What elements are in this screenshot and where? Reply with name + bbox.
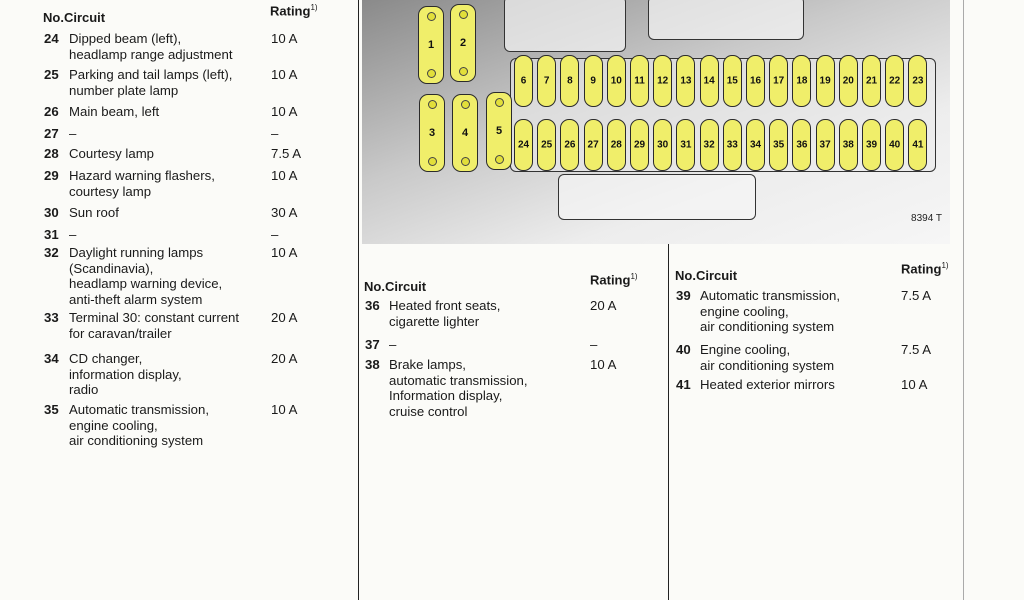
fuse-28 bbox=[607, 119, 626, 171]
header-no: No. bbox=[675, 268, 696, 283]
fuse-number: 26 bbox=[564, 139, 576, 151]
fuse-5 bbox=[486, 92, 512, 170]
fuse-rating: – bbox=[590, 337, 598, 352]
fuse-10 bbox=[607, 55, 626, 107]
circuit-number: 26 bbox=[44, 104, 59, 119]
fuse-29 bbox=[630, 119, 649, 171]
fuse-rating: 10 A bbox=[271, 104, 298, 119]
fuse-number: 37 bbox=[819, 139, 831, 151]
fuse-rating: 20 A bbox=[590, 298, 617, 313]
fuse-rating: 10 A bbox=[590, 357, 617, 372]
fuse-number: 13 bbox=[680, 75, 692, 87]
circuit-description: CD changer, information display, radio bbox=[69, 351, 182, 397]
fuse-number: 34 bbox=[749, 139, 762, 151]
header-rating: Rating bbox=[590, 272, 631, 288]
fuse-9 bbox=[584, 55, 603, 107]
circuit-description: – bbox=[69, 126, 77, 141]
fuse-number: 39 bbox=[865, 139, 878, 151]
fuse-number: 12 bbox=[657, 75, 669, 87]
fuse-number: 4 bbox=[461, 127, 469, 139]
fuse-12 bbox=[653, 55, 672, 107]
fuse-rating: 10 A bbox=[271, 402, 298, 417]
circuit-number: 39 bbox=[676, 288, 691, 303]
fuse-number: 38 bbox=[842, 139, 854, 151]
circuit-description: Automatic transmission, engine cooling, air conditioning system bbox=[700, 288, 840, 334]
fuse-rating: – bbox=[271, 227, 279, 242]
fuse-6 bbox=[514, 55, 533, 107]
circuit-row bbox=[676, 377, 951, 439]
header-no: No. bbox=[364, 279, 385, 294]
fuse-number: 7 bbox=[543, 75, 550, 87]
circuit-description: Terminal 30: constant current for caravan/trailer bbox=[69, 310, 240, 341]
circuit-description: – bbox=[69, 227, 77, 242]
fuse-number: 41 bbox=[912, 139, 924, 151]
fuse-contact bbox=[459, 10, 468, 19]
fuse-26 bbox=[560, 119, 579, 171]
fuse-40 bbox=[885, 119, 904, 171]
fuse-number: 14 bbox=[703, 75, 715, 87]
fuse-rating: 10 A bbox=[271, 168, 298, 183]
circuit-description: Engine cooling, air conditioning system bbox=[700, 342, 835, 373]
header-note: 1) bbox=[310, 3, 318, 12]
header-circuit: Circuit bbox=[63, 10, 106, 25]
fuse-rating: – bbox=[271, 126, 279, 141]
fuse-15 bbox=[723, 55, 742, 107]
circuit-description: Parking and tail lamps (left), number plate lamp bbox=[69, 67, 233, 98]
fuse-36 bbox=[792, 119, 811, 171]
header-rating: Rating bbox=[270, 3, 311, 19]
fuse-contact bbox=[495, 155, 504, 164]
fuse-number: 25 bbox=[541, 139, 553, 151]
fuse-rating: 7.5 A bbox=[271, 146, 302, 161]
fuse-22 bbox=[885, 55, 904, 107]
col1-header bbox=[43, 3, 333, 28]
circuit-description: Main beam, left bbox=[69, 104, 160, 119]
fuse-number: 2 bbox=[459, 37, 467, 49]
page-edge-right bbox=[963, 0, 964, 600]
fuse-contact bbox=[428, 100, 437, 109]
circuit-row bbox=[365, 357, 640, 419]
fuse-rating: 10 A bbox=[901, 377, 928, 392]
fuse-21 bbox=[862, 55, 881, 107]
fuse-number: 21 bbox=[865, 75, 878, 87]
fuse-number: 5 bbox=[495, 125, 503, 137]
circuit-number: 28 bbox=[44, 146, 59, 161]
fuse-37 bbox=[816, 119, 835, 171]
fuse-number: 1 bbox=[427, 39, 435, 51]
circuit-number: 31 bbox=[44, 227, 59, 242]
fuse-17 bbox=[769, 55, 788, 107]
fuse-number: 15 bbox=[726, 75, 738, 87]
fuse-number: 23 bbox=[912, 75, 924, 87]
diagram-code: 8394 T bbox=[911, 213, 942, 224]
fuse-3 bbox=[419, 94, 445, 172]
connector-area bbox=[648, 0, 804, 40]
circuit-row bbox=[44, 402, 321, 464]
header-note: 1) bbox=[941, 261, 949, 270]
fuse-number: 36 bbox=[796, 139, 808, 151]
fuse-contact bbox=[427, 12, 436, 21]
fuse-rating: 20 A bbox=[271, 351, 298, 366]
fuse-31 bbox=[676, 119, 695, 171]
fuse-number: 6 bbox=[520, 75, 527, 87]
circuit-description: Hazard warning flashers, courtesy lamp bbox=[69, 168, 215, 199]
fuse-number: 9 bbox=[590, 75, 596, 87]
fuse-35 bbox=[769, 119, 788, 171]
header-note: 1) bbox=[630, 272, 638, 281]
fuse-number: 31 bbox=[680, 139, 692, 151]
circuit-row bbox=[44, 245, 321, 307]
circuit-number: 40 bbox=[676, 342, 691, 357]
fuse-number: 22 bbox=[889, 75, 901, 87]
fuse-contact bbox=[459, 67, 468, 76]
fuse-rating: 10 A bbox=[271, 31, 298, 46]
fuse-number: 16 bbox=[749, 75, 762, 87]
fuse-rating: 7.5 A bbox=[901, 342, 932, 357]
circuit-number: 30 bbox=[44, 205, 59, 220]
fuse-1 bbox=[418, 6, 444, 84]
fuse-number: 32 bbox=[703, 139, 715, 151]
fuse-4 bbox=[452, 94, 478, 172]
circuit-description: Automatic transmission, engine cooling, air conditioning system bbox=[69, 402, 209, 448]
fuse-2 bbox=[450, 4, 476, 82]
fuse-41 bbox=[908, 119, 927, 171]
col3-header bbox=[675, 261, 965, 286]
circuit-description: Heated front seats, cigarette lighter bbox=[389, 298, 501, 329]
fuse-8 bbox=[560, 55, 579, 107]
fuse-25 bbox=[537, 119, 556, 171]
fuse-13 bbox=[676, 55, 695, 107]
fuse-18 bbox=[792, 55, 811, 107]
circuit-number: 38 bbox=[365, 357, 380, 372]
fuse-rating: 20 A bbox=[271, 310, 298, 325]
col2-header bbox=[364, 272, 654, 297]
circuit-number: 35 bbox=[44, 402, 59, 417]
header-circuit: Circuit bbox=[384, 279, 427, 294]
fuse-38 bbox=[839, 119, 858, 171]
column-divider-left bbox=[358, 0, 359, 600]
circuit-number: 36 bbox=[365, 298, 380, 313]
fuse-20 bbox=[839, 55, 858, 107]
fuse-33 bbox=[723, 119, 742, 171]
circuit-number: 34 bbox=[44, 351, 59, 366]
circuit-description: – bbox=[389, 337, 397, 352]
circuit-number: 27 bbox=[44, 126, 59, 141]
fuse-number: 27 bbox=[587, 139, 599, 151]
fuse-rating: 10 A bbox=[271, 67, 298, 82]
circuit-number: 37 bbox=[365, 337, 380, 352]
circuit-number: 29 bbox=[44, 168, 59, 183]
header-circuit: Circuit bbox=[695, 268, 738, 283]
fuse-16 bbox=[746, 55, 765, 107]
fuse-contact bbox=[428, 157, 437, 166]
fuse-23 bbox=[908, 55, 927, 107]
fuse-19 bbox=[816, 55, 835, 107]
circuit-number: 41 bbox=[676, 377, 691, 392]
fuse-7 bbox=[537, 55, 556, 107]
fuse-39 bbox=[862, 119, 881, 171]
circuit-row bbox=[676, 288, 951, 350]
fuse-contact bbox=[495, 98, 504, 107]
fuse-number: 19 bbox=[819, 75, 831, 87]
fuse-24 bbox=[514, 119, 533, 171]
fuse-number: 24 bbox=[517, 139, 530, 151]
fuse-14 bbox=[700, 55, 719, 107]
fuse-rating: 7.5 A bbox=[901, 288, 932, 303]
fuse-number: 30 bbox=[657, 139, 669, 151]
fuse-contact bbox=[461, 100, 470, 109]
fuse-number: 8 bbox=[567, 75, 573, 87]
header-no: No. bbox=[43, 10, 64, 25]
fuse-contact bbox=[427, 69, 436, 78]
fuse-11 bbox=[630, 55, 649, 107]
mount-bracket bbox=[558, 174, 756, 220]
fuse-32 bbox=[700, 119, 719, 171]
circuit-number: 24 bbox=[44, 31, 59, 46]
fuse-number: 3 bbox=[428, 127, 436, 139]
circuit-number: 25 bbox=[44, 67, 59, 82]
circuit-number: 32 bbox=[44, 245, 59, 260]
circuit-description: Daylight running lamps (Scandinavia), headlamp warning device, anti-theft alarm system bbox=[69, 245, 223, 307]
header-rating: Rating bbox=[901, 261, 942, 277]
circuit-description: Sun roof bbox=[69, 205, 119, 220]
fuse-30 bbox=[653, 119, 672, 171]
fuse-box-diagram bbox=[362, 0, 950, 244]
circuit-description: Dipped beam (left), headlamp range adjustment bbox=[69, 31, 233, 62]
fuse-number: 20 bbox=[842, 75, 854, 87]
circuit-description: Heated exterior mirrors bbox=[700, 377, 835, 392]
fuse-number: 29 bbox=[633, 139, 646, 151]
fuse-rating: 30 A bbox=[271, 205, 298, 220]
column-divider-middle bbox=[668, 238, 669, 600]
fuse-27 bbox=[584, 119, 603, 171]
circuit-description: Courtesy lamp bbox=[69, 146, 155, 161]
fuse-number: 28 bbox=[610, 139, 622, 151]
circuit-description: Brake lamps, automatic transmission, Information display, cruise control bbox=[389, 357, 528, 419]
fuse-number: 10 bbox=[610, 75, 622, 87]
fuse-number: 35 bbox=[773, 139, 785, 151]
fuse-number: 11 bbox=[634, 75, 645, 87]
fuse-number: 33 bbox=[726, 139, 738, 151]
fuse-contact bbox=[461, 157, 470, 166]
fuse-number: 18 bbox=[796, 75, 808, 87]
fuse-number: 40 bbox=[889, 139, 901, 151]
circuit-number: 33 bbox=[44, 310, 59, 325]
relay-area bbox=[504, 0, 626, 52]
fuse-rating: 10 A bbox=[271, 245, 298, 260]
fuse-number: 17 bbox=[773, 75, 785, 87]
fuse-34 bbox=[746, 119, 765, 171]
